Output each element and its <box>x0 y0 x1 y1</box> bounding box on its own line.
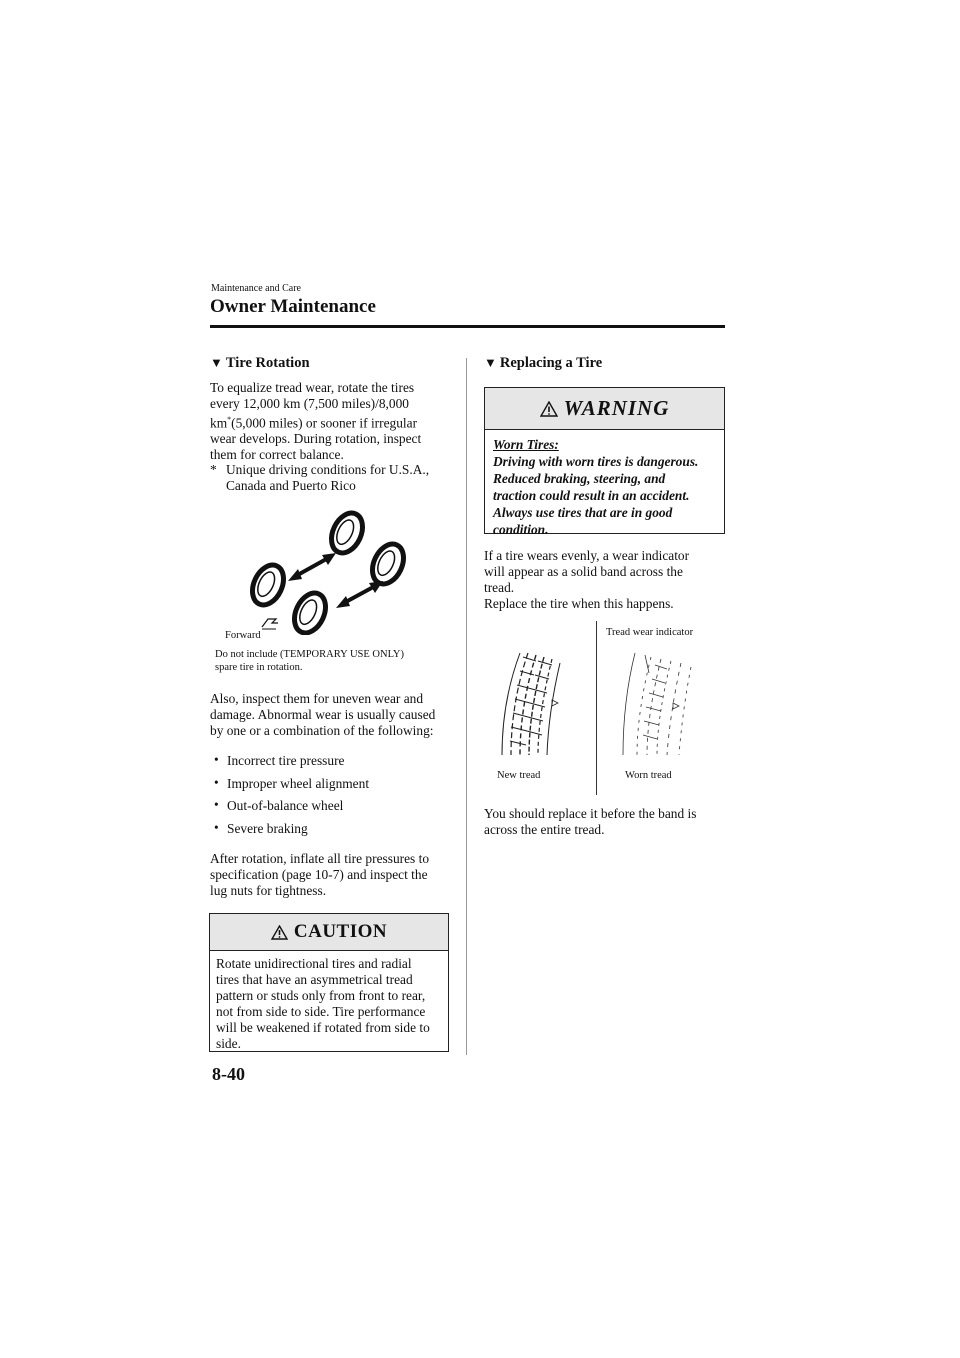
after-rotation-paragraph: After rotation, inflate all tire pressures to specification (page 10-7) and inspect the lug nuts for tightness. <box>210 851 430 898</box>
warning-triangle-icon <box>540 401 558 417</box>
replacing-tire-heading: ▼ Replacing a Tire <box>484 355 603 371</box>
list-item: • Severe braking <box>212 821 457 844</box>
cause-list <box>212 753 457 843</box>
replace-before-paragraph: You should replace it before the band is across the entire tread. <box>484 806 697 837</box>
tire-rotation-diagram <box>222 505 422 635</box>
tire-icon <box>288 588 331 635</box>
title-rule <box>210 325 725 328</box>
page-title: Owner Maintenance <box>210 296 376 317</box>
list-item: • Improper wheel alignment <box>212 776 457 799</box>
figure-caption: Do not include (TEMPORARY USE ONLY) spare tire in rotation. <box>215 649 405 673</box>
list-item: • Out-of-balance wheel <box>212 798 457 821</box>
figure-divider <box>596 621 597 795</box>
double-arrow-icon <box>288 553 336 581</box>
section-label: Maintenance and Care <box>211 283 301 294</box>
warning-header <box>485 388 724 430</box>
footnote: * Unique driving conditions for U.S.A., Canada and Puerto Rico <box>210 462 430 493</box>
caution-header <box>210 914 448 951</box>
warning-triangle-icon <box>271 925 288 940</box>
tire-rotation-heading: ▼ Tire Rotation <box>210 355 310 371</box>
new-tread-label: New tread <box>497 770 541 781</box>
rotation-paragraph: To equalize tread wear, rotate the tires every 12,000 km (7,500 miles)/8,000 km*(5,000 miles) or sooner if irregular wear develops. During rotation, inspect them for correct balance. <box>210 380 422 463</box>
tire-icon <box>246 560 289 610</box>
warning-box <box>484 387 725 537</box>
wear-indicator-paragraph: If a tire wears evenly, a wear indicator will appear as a solid band across the tread. Replace the tire when this happens. <box>484 548 690 611</box>
warning-text: Worn Tires: Driving with worn tires is dangerous. Reduced braking, steering, and traction could result in an accident. Always use tires that are in good condition. <box>485 430 724 538</box>
worn-tread-illustration <box>615 645 710 760</box>
new-tread-illustration <box>490 645 580 760</box>
caution-title: CAUTION <box>293 921 388 942</box>
abnormal-wear-paragraph: Also, inspect them for uneven wear and damage. Abnormal wear is usually caused by one or a combination of the following: <box>210 691 436 738</box>
tire-icon <box>325 508 368 558</box>
tread-wear-indicator-label: Tread wear indicator <box>606 627 694 638</box>
tire-icon <box>366 539 409 589</box>
page-number: 8-40 <box>212 1064 245 1084</box>
footnote-reference: * <box>227 415 232 424</box>
heading-triangle-icon: ▼ <box>484 355 497 370</box>
list-item: • Incorrect tire pressure <box>212 753 457 776</box>
worn-tread-label: Worn tread <box>625 770 672 781</box>
warning-subtitle: Worn Tires: <box>493 437 559 452</box>
forward-label: Forward <box>225 630 261 641</box>
caution-box <box>209 913 449 1052</box>
warning-title: WARNING <box>563 396 670 420</box>
double-arrow-icon <box>336 581 383 608</box>
column-divider <box>466 358 467 1055</box>
caution-text: Rotate unidirectional tires and radial tires that have an asymmetrical tread pattern or studs only from front to rear, not from side to side. Tire performance will be weakened if rotated from side to side. <box>216 956 430 1051</box>
heading-triangle-icon: ▼ <box>210 355 223 370</box>
forward-pointer-icon <box>262 619 278 629</box>
